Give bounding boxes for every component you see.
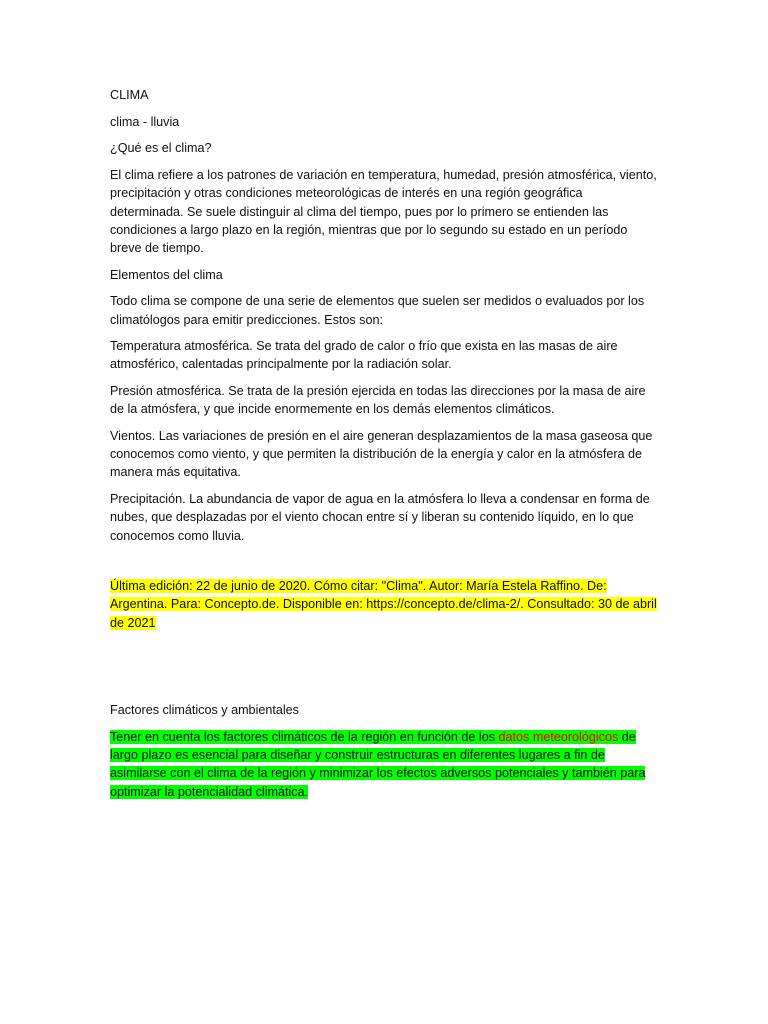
document-body — [110, 86, 658, 809]
factors-paragraph — [110, 728, 658, 801]
factors-heading: Factores climáticos y ambientales — [110, 703, 299, 718]
intro-paragraph: El clima refiere a los patrones de variación en temperatura, humedad, presión atmosférica, viento, precipitación y otras condiciones meteorológicas de interés en una región geográfica determinada. Se suele distinguir al clima del tiempo, pues por lo primero se entienden las condiciones a largo plazo en la región, mientras que por lo segundo su estado en un período breve de tiempo. — [110, 168, 657, 255]
elements-intro-paragraph: Todo clima se compone de una serie de elementos que suelen ser medidos o evaluados por los climatólogos para emitir predicciones. Estos son: — [110, 294, 645, 327]
citation-paragraph — [110, 577, 658, 632]
question-heading: ¿Qué es el clima? — [110, 141, 212, 156]
citation-text: Última edición: 22 de junio de 2020. Cómo citar: "Clima". Autor: María Estela Raffino. De: Argentina. Para: Concepto.de. Disponible en: https://concepto.de/clima-2/. Consultado: 30 de abril de 2021 — [110, 579, 657, 630]
document-subtitle: clima - lluvia — [110, 114, 180, 129]
factors-text-end: de largo plazo es esencial para diseñar y construir estructuras en diferentes lugares a fin de asimilarse con el clima de la región y minimizar los efectos adversos potenciales y también para optimizar la potencialidad climática. — [110, 730, 646, 799]
temperature-paragraph: Temperatura atmosférica. Se trata del grado de calor o frío que exista en las masas de aire atmosférico, calentadas principalmente por la radiación solar. — [110, 339, 618, 372]
blank-space — [110, 553, 658, 577]
elements-heading: Elementos del clima — [110, 267, 223, 282]
factors-text-start: Tener en cuenta los factores climáticos de la región en función de los — [110, 730, 499, 745]
winds-paragraph: Vientos. Las variaciones de presión en el aire generan desplazamientos de la masa gaseosa que conocemos como viento, y que permiten la distribución de la energía y calor en la atmósfera de manera más equitativa. — [110, 429, 653, 480]
document-title: CLIMA — [110, 88, 149, 102]
factors-highlight — [110, 730, 645, 799]
pressure-paragraph: Presión atmosférica. Se trata de la presión ejercida en todas las direcciones por la masa de aire de la atmósfera, y que incide enormemente en los demás elementos climáticos. — [110, 384, 646, 417]
precipitation-paragraph: Precipitación. La abundancia de vapor de agua en la atmósfera lo lleva a condensar en forma de nubes, que desplazadas por el viento chocan entre sí y liberan su contenido líquido, en lo que conocemos como lluvia. — [110, 492, 650, 543]
blank-space — [110, 640, 658, 701]
datos-meteorologicos-text: datos meteorológicos — [498, 730, 619, 745]
